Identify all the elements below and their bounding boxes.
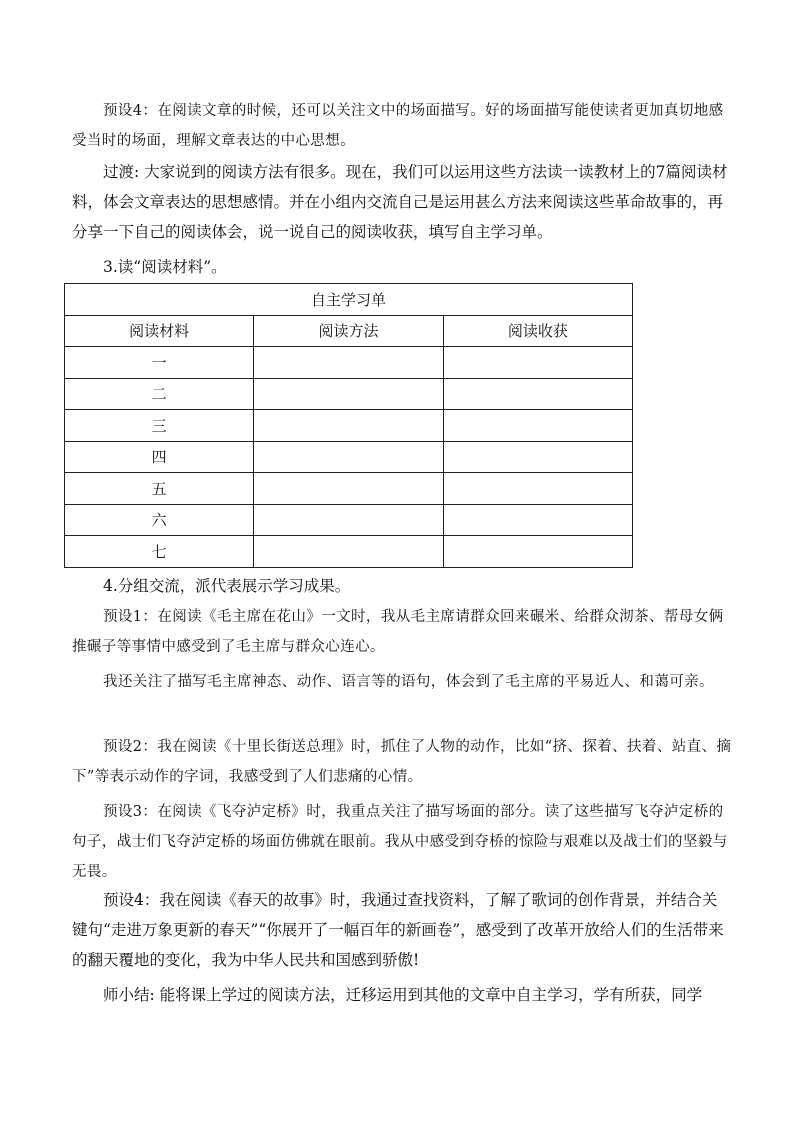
table-row [65,536,633,568]
table-cell-method [254,473,443,505]
paragraph-preset-2: 预设2：我在阅读《十里长街送总理》时，抓住了人物的动作，比如“挤、探着、扶着、站直、摘下”等表示动作的字词，我感受到了人们悲痛的心情。 [72,739,732,785]
table-cell-gain [443,536,632,568]
table-cell-material: 四 [65,441,254,473]
table-cell-gain [443,504,632,536]
paragraph-preset-1: 预设1：在阅读《毛主席在花山》一文时，我从毛主席请群众回来碾米、给群众沏茶、帮母女俩推碾子等事情中感受到了毛主席与群众心连心。 [72,609,724,655]
paragraph-group-exchange: 4.分组交流，派代表展示学习成果。 [103,577,351,595]
paragraph-preset-4-scene: 预设4：在阅读文章的时候，还可以关注文中的场面描写。好的场面描写能使读者更加真切地感受当时的场面，理解文章表达的中心思想。 [72,103,724,149]
table-cell-gain [443,441,632,473]
table-cell-gain [443,410,632,442]
table-title: 自主学习单 [65,284,633,316]
table-row [65,473,633,505]
paragraph-preset-3: 预设3：在阅读《飞夺泸定桥》时，我重点关注了描写场面的部分。读了这些描写飞夺泸定桥的句子，战士们飞夺泸定桥的场面仿佛就在眼前。我从中感受到夺桥的惊险与艰难以及战士们的坚毅与无畏。 [72,804,728,880]
table-cell-material: 三 [65,410,254,442]
paragraph-teacher-summary: 师小结: 能将课上学过的阅读方法，迁移运用到其他的文章中自主学习，学有所获，同学 [103,986,703,1004]
paragraph-preset-4-spring: 预设4：我在阅读《春天的故事》时，我通过查找资料，了解了歌词的创作背景，并结合关键句“走进万象更新的春天”“你展开了一幅百年的新画卷”，感受到了改革开放给人们的生活带来的翻天覆地的变化，我为中华人民共和国感到骄傲! [72,891,724,969]
table-cell-method [254,441,443,473]
paragraph-transition: 过渡: 大家说到的阅读方法有很多。现在，我们可以运用这些方法读一读教材上的7篇阅读材料，体会文章表达的思想感情。并在小组内交流自己是运用甚么方法来阅读这些革命故事的，再分享一下自己的阅读体会，说一说自己的阅读收获，填写自主学习单。 [72,163,728,241]
self-study-table [64,283,633,568]
table-cell-gain [443,473,632,505]
table-row [65,410,633,442]
table-row [65,378,633,410]
table-row [65,347,633,379]
paragraph-read-materials: 3.读“阅读材料”。 [103,258,227,276]
table-cell-material: 一 [65,347,254,379]
header-reading-gain: 阅读收获 [443,315,632,347]
table-cell-method [254,378,443,410]
table-cell-gain [443,378,632,410]
table-cell-material: 二 [65,378,254,410]
table-header-row [65,315,633,347]
table-cell-method [254,504,443,536]
table-row [65,504,633,536]
header-reading-method: 阅读方法 [254,315,443,347]
table-cell-gain [443,347,632,379]
table-row [65,441,633,473]
table-cell-method [254,347,443,379]
table-cell-material: 五 [65,473,254,505]
paragraph-preset-1-continued: 我还关注了描写毛主席神态、动作、语言等的语句，体会到了毛主席的平易近人、和蔼可亲。 [103,674,714,690]
table-cell-method [254,410,443,442]
table-cell-method [254,536,443,568]
table-cell-material: 六 [65,504,254,536]
header-reading-material: 阅读材料 [65,315,254,347]
table-cell-material: 七 [65,536,254,568]
